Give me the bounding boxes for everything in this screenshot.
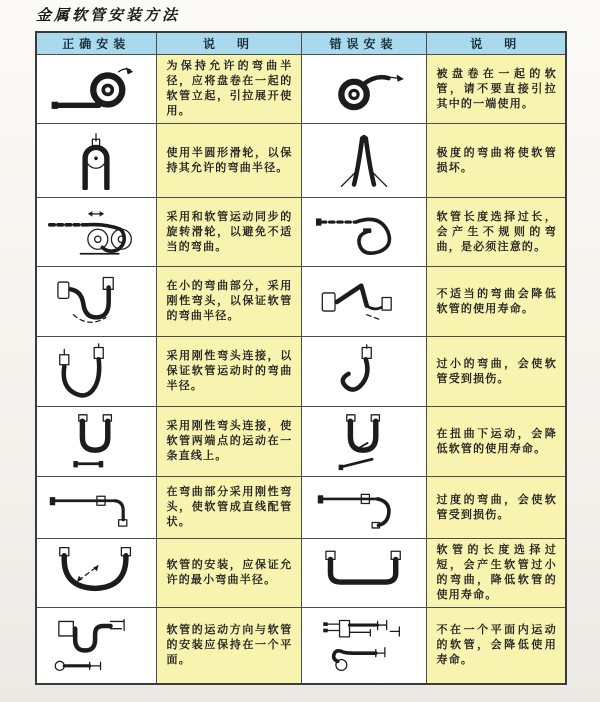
correct-image-cell xyxy=(36,337,156,407)
wrong-image-cell xyxy=(301,198,426,267)
single-plane-motion-icon xyxy=(45,616,147,674)
wrong-desc-cell xyxy=(426,407,566,477)
correct-desc-text: 采用刚性弯头连接，以保证软管运动时的弯曲半径。 xyxy=(166,350,293,392)
header-wrong-install: 错误安装 xyxy=(301,32,426,55)
correct-desc-cell xyxy=(156,267,301,337)
over-bent-pipe-icon xyxy=(313,479,415,537)
too-small-bend-icon xyxy=(313,343,415,401)
wrong-desc-cell xyxy=(426,539,566,608)
correct-desc-cell xyxy=(156,407,301,477)
table-row xyxy=(36,198,566,267)
correct-image-cell xyxy=(36,539,156,608)
wrong-image-cell xyxy=(301,267,426,337)
correct-desc-text: 使用半圆形滑轮，以保持其允许的弯曲半径。 xyxy=(166,146,293,174)
straight-pipe-elbow-icon xyxy=(45,479,147,537)
correct-desc-cell xyxy=(156,539,301,608)
overlong-hose-loop-icon xyxy=(313,203,415,261)
wrong-desc-text: 不适当的弯曲会降低软管的使用寿命。 xyxy=(436,287,557,315)
correct-image-cell xyxy=(36,267,156,337)
correct-desc-text: 为保持允许的弯曲半径，应将盘卷在一起的软管立起，引拉展开使用。 xyxy=(166,60,293,117)
table-row xyxy=(36,55,566,124)
table-row xyxy=(36,539,566,608)
correct-image-cell xyxy=(36,55,156,124)
extreme-bend-icon xyxy=(313,132,415,190)
header-row xyxy=(36,32,566,55)
header-correct-description: 说 明 xyxy=(156,32,301,55)
wrong-image-cell xyxy=(301,608,426,684)
table-row xyxy=(36,337,566,407)
wrong-desc-cell xyxy=(426,124,566,198)
correct-desc-cell xyxy=(156,608,301,684)
coiled-hose-end-pulled-icon xyxy=(313,60,415,118)
correct-desc-text: 软管的运动方向与软管的安装应保持在一个平面。 xyxy=(166,623,293,666)
improper-bend-icon xyxy=(313,273,415,331)
wrong-image-cell xyxy=(301,124,426,198)
correct-desc-cell xyxy=(156,55,301,124)
correct-desc-text: 采用和软管运动同步的旋转滑轮，以避免不适当的弯曲。 xyxy=(166,210,293,253)
too-short-hose-icon xyxy=(313,544,415,602)
rigid-elbow-small-bend-icon xyxy=(45,273,147,331)
table-row xyxy=(36,477,566,539)
table-row xyxy=(36,267,566,337)
correct-desc-text: 软管的安装，应保证允许的最小弯曲半径。 xyxy=(166,559,293,586)
wrong-image-cell xyxy=(301,337,426,407)
correct-desc-text: 采用刚性弯头连接，使软管两端点的运动在一条直线上。 xyxy=(166,420,293,462)
wrong-image-cell xyxy=(301,55,426,124)
correct-image-cell xyxy=(36,198,156,267)
correct-image-cell xyxy=(36,124,156,198)
wrong-desc-cell xyxy=(426,198,566,267)
wrong-desc-text: 不在一个平面内运动的软管，会降低使用寿命。 xyxy=(436,623,557,666)
wrong-image-cell xyxy=(301,407,426,477)
wrong-desc-cell xyxy=(426,55,566,124)
wrong-desc-cell xyxy=(426,267,566,337)
table-row xyxy=(36,407,566,477)
wrong-desc-cell xyxy=(426,477,566,539)
wrong-desc-text: 过度的弯曲，会使软管受到损伤。 xyxy=(436,493,557,521)
twisted-u-icon xyxy=(313,413,415,471)
rigid-elbow-connection-icon xyxy=(45,343,147,401)
correct-image-cell xyxy=(36,477,156,539)
header-wrong-description: 说 明 xyxy=(426,32,566,55)
wrong-desc-text: 软管长度选择过长，会产生不规则的弯曲，是必须注意的。 xyxy=(436,210,557,253)
table-row xyxy=(36,124,566,198)
wrong-desc-cell xyxy=(426,337,566,407)
correct-desc-cell xyxy=(156,124,301,198)
semicircular-pulley-icon xyxy=(45,132,147,190)
correct-desc-cell xyxy=(156,477,301,539)
wrong-desc-text: 在扭曲下运动，会降低软管的使用寿命。 xyxy=(436,427,557,455)
correct-desc-text: 在小的弯曲部分，采用刚性弯头，以保证软管的弯曲半径。 xyxy=(166,280,293,322)
synchronized-rollers-icon xyxy=(45,203,147,261)
document-page xyxy=(0,4,600,685)
coiled-hose-stood-up-icon xyxy=(45,60,147,118)
installation-table xyxy=(35,31,567,685)
wrong-desc-text: 被盘卷在一起的软管，请不要直接引拉其中的一端使用。 xyxy=(436,67,557,110)
wrong-desc-cell xyxy=(426,608,566,684)
page-title: 金属软管安装方法 xyxy=(36,6,181,24)
correct-desc-cell xyxy=(156,337,301,407)
correct-image-cell xyxy=(36,608,156,684)
inline-endpoints-u-icon xyxy=(45,413,147,471)
wrong-desc-text: 过小的弯曲，会使软管受到损伤。 xyxy=(436,357,557,385)
wrong-desc-text: 极度的弯曲将使软管损坏。 xyxy=(436,146,557,174)
wrong-image-cell xyxy=(301,477,426,539)
wrong-desc-text: 软管的长度选择过短，会产生软管过小的弯曲，降低软管的使用寿命。 xyxy=(436,544,557,601)
wrong-image-cell xyxy=(301,539,426,608)
table-row xyxy=(36,608,566,684)
correct-desc-cell xyxy=(156,198,301,267)
header-correct-install: 正确安装 xyxy=(36,32,156,55)
correct-desc-text: 在弯曲部分采用刚性弯头，使软管成直线配管状。 xyxy=(166,486,293,528)
correct-image-cell xyxy=(36,407,156,477)
multi-plane-motion-icon xyxy=(313,616,415,674)
min-bend-radius-u-icon xyxy=(45,544,147,602)
